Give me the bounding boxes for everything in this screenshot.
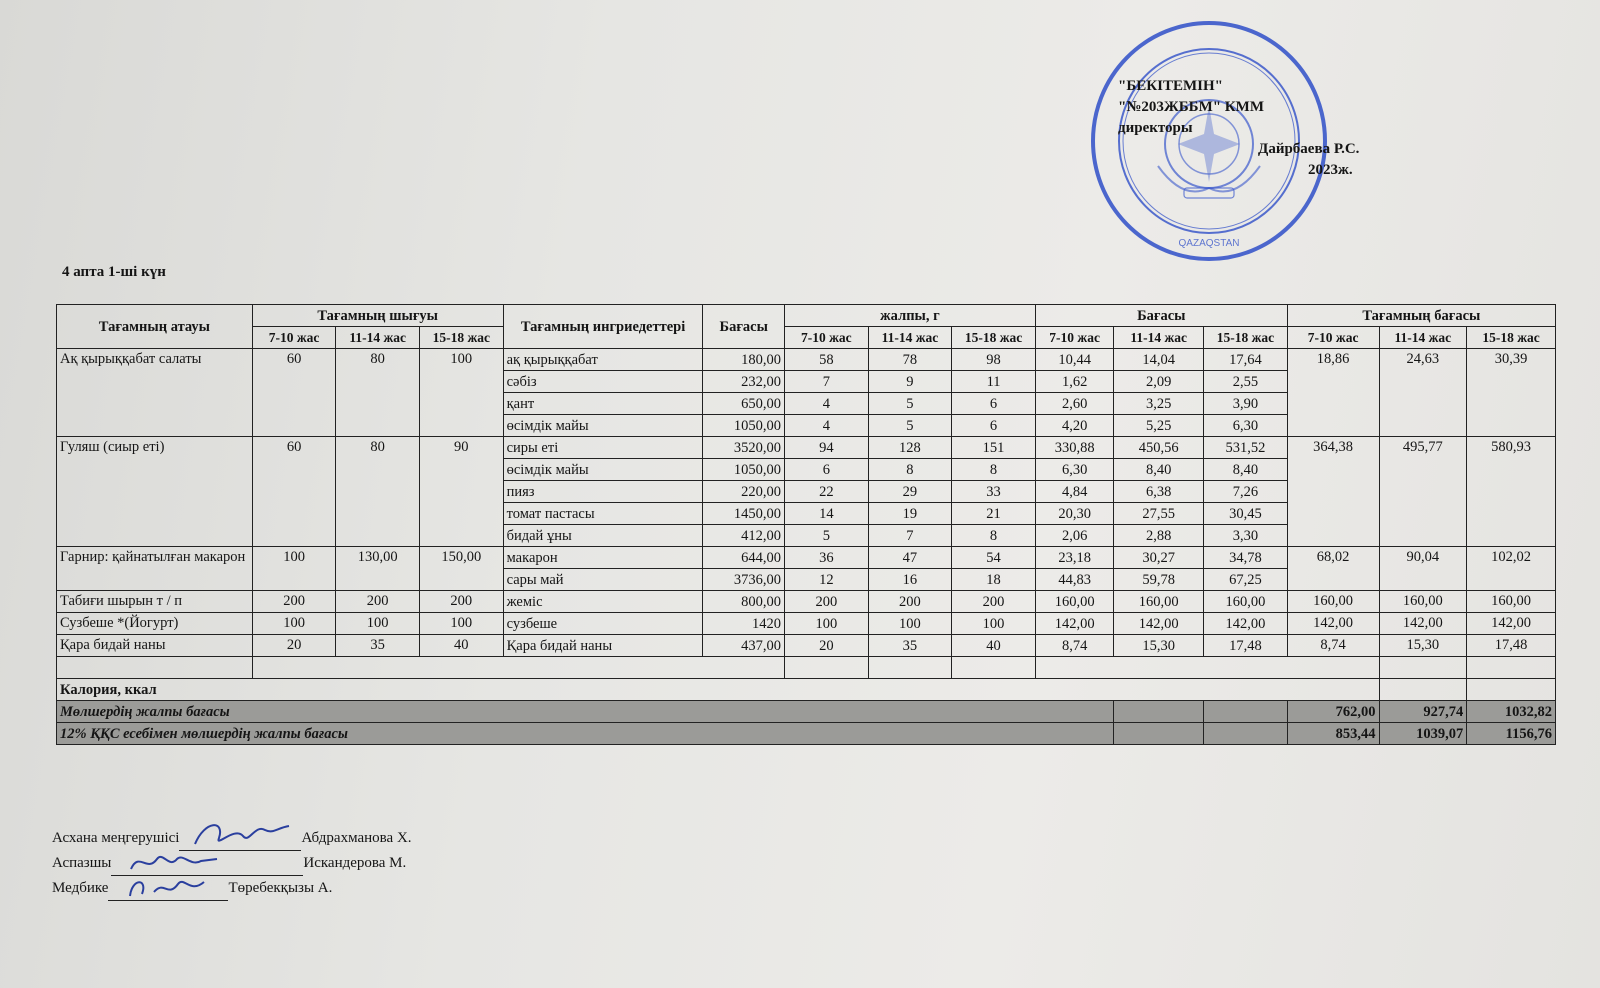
vat-value: 1039,07: [1379, 723, 1467, 745]
table-row: [57, 349, 1556, 371]
total-value: 1032,82: [1467, 701, 1556, 723]
dish-output: 40: [419, 635, 503, 657]
dish-output: 100: [419, 613, 503, 635]
vat-label: 12% ҚҚС есебімен мөлшердің жалпы бағасы: [57, 723, 1114, 745]
dish-output: 60: [252, 349, 336, 437]
signature-person: Абдрахманова Х.: [301, 830, 412, 846]
dish-name: Қара бидай наны: [57, 635, 253, 657]
ingredient-price: 180,00: [703, 349, 785, 371]
ingredient-name: жеміс: [503, 591, 703, 613]
dish-total-cost: 90,04: [1379, 547, 1467, 591]
calorie-row: [57, 679, 1556, 701]
blank-cell: [1035, 657, 1379, 679]
ingredient-cost: 4,84: [1035, 481, 1114, 503]
dish-total-cost: 495,77: [1379, 437, 1467, 547]
ingredient-name: Қара бидай наны: [503, 635, 703, 657]
vat-value: 853,44: [1287, 723, 1379, 745]
ingredient-name: сәбіз: [503, 371, 703, 393]
dish-total-cost: 8,74: [1287, 635, 1379, 657]
ingredient-cost: 6,30: [1035, 459, 1114, 481]
ingredient-grams: 16: [868, 569, 952, 591]
ingredient-name: ақ қырыққабат: [503, 349, 703, 371]
ingredient-price: 232,00: [703, 371, 785, 393]
ingredient-grams: 100: [868, 613, 952, 635]
ingredient-grams: 18: [952, 569, 1036, 591]
ingredient-cost: 27,55: [1114, 503, 1204, 525]
ingredient-price: 3520,00: [703, 437, 785, 459]
ingredient-cost: 7,26: [1204, 481, 1288, 503]
ingredient-cost: 67,25: [1204, 569, 1288, 591]
dish-output: 60: [252, 437, 336, 547]
dish-name: Гуляш (сиыр еті): [57, 437, 253, 547]
total-label: Мөлшердің жалпы бағасы: [57, 701, 1114, 723]
ingredient-cost: 4,20: [1035, 415, 1114, 437]
ingredient-cost: 450,56: [1114, 437, 1204, 459]
ingredient-grams: 9: [868, 371, 952, 393]
table-row: [57, 437, 1556, 459]
dish-output: 100: [252, 613, 336, 635]
ingredient-grams: 5: [785, 525, 869, 547]
header-output: Тағамның шығуы: [252, 305, 503, 327]
ingredient-grams: 40: [952, 635, 1036, 657]
ingredient-name: сиры еті: [503, 437, 703, 459]
ingredient-grams: 6: [952, 415, 1036, 437]
dish-total-cost: 160,00: [1287, 591, 1379, 613]
dish-output: 100: [419, 349, 503, 437]
table-row: [57, 547, 1556, 569]
ingredient-price: 1420: [703, 613, 785, 635]
ingredient-grams: 5: [868, 415, 952, 437]
ingredient-name: сузбеше: [503, 613, 703, 635]
ingredient-grams: 21: [952, 503, 1036, 525]
calorie-cell: [1467, 679, 1556, 701]
ingredient-grams: 29: [868, 481, 952, 503]
day-title: 4 апта 1-ші күн: [62, 264, 166, 280]
ingredient-cost: 30,45: [1204, 503, 1288, 525]
ingredient-cost: 15,30: [1114, 635, 1204, 657]
dish-output: 80: [336, 437, 420, 547]
ingredient-cost: 8,74: [1035, 635, 1114, 657]
age-header: 7-10 жас: [785, 327, 869, 349]
ingredient-cost: 142,00: [1204, 613, 1288, 635]
ingredient-cost: 2,09: [1114, 371, 1204, 393]
ingredient-cost: 20,30: [1035, 503, 1114, 525]
age-header: 15-18 жас: [419, 327, 503, 349]
dish-output: 20: [252, 635, 336, 657]
vat-cell: [1114, 723, 1204, 745]
ingredient-cost: 160,00: [1204, 591, 1288, 613]
ingredient-price: 650,00: [703, 393, 785, 415]
dish-total-cost: 142,00: [1467, 613, 1556, 635]
ingredient-grams: 22: [785, 481, 869, 503]
dish-output: 200: [336, 591, 420, 613]
ingredient-grams: 47: [868, 547, 952, 569]
signature-role: Медбике: [52, 880, 109, 896]
header-dish-cost: Тағамның бағасы: [1287, 305, 1555, 327]
dish-output: 100: [336, 613, 420, 635]
ingredient-name: томат пастасы: [503, 503, 703, 525]
ingredient-price: 220,00: [703, 481, 785, 503]
dish-total-cost: 142,00: [1379, 613, 1467, 635]
ingredient-grams: 128: [868, 437, 952, 459]
ingredient-grams: 35: [868, 635, 952, 657]
ingredient-name: макарон: [503, 547, 703, 569]
dish-name: Сузбеше *(Йогурт): [57, 613, 253, 635]
ingredient-cost: 23,18: [1035, 547, 1114, 569]
age-header: 11-14 жас: [1114, 327, 1204, 349]
dish-output: 80: [336, 349, 420, 437]
ingredient-cost: 17,48: [1204, 635, 1288, 657]
ingredient-cost: 59,78: [1114, 569, 1204, 591]
header-price: Бағасы: [703, 305, 785, 349]
dish-total-cost: 17,48: [1467, 635, 1556, 657]
ingredient-cost: 30,27: [1114, 547, 1204, 569]
menu-table: [56, 304, 1556, 745]
blank-cell: [1379, 657, 1467, 679]
blank-cell: [252, 657, 784, 679]
blank-cell: [57, 657, 253, 679]
ingredient-grams: 4: [785, 415, 869, 437]
dish-output: 130,00: [336, 547, 420, 591]
ingredient-cost: 8,40: [1204, 459, 1288, 481]
ingredient-cost: 14,04: [1114, 349, 1204, 371]
dish-total-cost: 18,86: [1287, 349, 1379, 437]
approval-director: Дайрбаева Р.С.: [1258, 141, 1360, 157]
signature-line: [52, 876, 412, 901]
age-header: 7-10 жас: [1287, 327, 1379, 349]
vat-value: 1156,76: [1467, 723, 1556, 745]
ingredient-grams: 7: [868, 525, 952, 547]
ingredient-grams: 6: [952, 393, 1036, 415]
total-row: [57, 701, 1556, 723]
header-cost: Бағасы: [1035, 305, 1287, 327]
ingredient-price: 644,00: [703, 547, 785, 569]
ingredient-grams: 151: [952, 437, 1036, 459]
blank-cell: [868, 657, 952, 679]
ingredient-grams: 94: [785, 437, 869, 459]
age-header: 7-10 жас: [252, 327, 336, 349]
ingredient-grams: 54: [952, 547, 1036, 569]
dish-total-cost: 580,93: [1467, 437, 1556, 547]
ingredient-cost: 160,00: [1114, 591, 1204, 613]
dish-total-cost: 15,30: [1379, 635, 1467, 657]
ingredient-cost: 6,30: [1204, 415, 1288, 437]
age-header: 11-14 жас: [1379, 327, 1467, 349]
dish-name: Ақ қырыққабат салаты: [57, 349, 253, 437]
ingredient-grams: 11: [952, 371, 1036, 393]
blank-cell: [785, 657, 869, 679]
dish-total-cost: 160,00: [1467, 591, 1556, 613]
age-header: 11-14 жас: [868, 327, 952, 349]
signature-blank: [108, 882, 228, 901]
approval-date: 2023ж.: [1308, 162, 1353, 178]
total-cell: [1204, 701, 1288, 723]
ingredient-price: 1050,00: [703, 415, 785, 437]
ingredient-grams: 5: [868, 393, 952, 415]
dish-total-cost: 24,63: [1379, 349, 1467, 437]
ingredient-name: бидай ұны: [503, 525, 703, 547]
signatures-block: [52, 826, 412, 901]
dish-output: 100: [252, 547, 336, 591]
ingredient-grams: 14: [785, 503, 869, 525]
ingredient-name: пияз: [503, 481, 703, 503]
ingredient-grams: 200: [785, 591, 869, 613]
dish-total-cost: 142,00: [1287, 613, 1379, 635]
age-header: 11-14 жас: [336, 327, 420, 349]
stamp-bottom-text: QAZAQSTAN: [1178, 238, 1240, 249]
dish-name: Гарнир: қайнатылған макарон: [57, 547, 253, 591]
signature-role: Асхана меңгерушісі: [52, 830, 180, 846]
blank-row: [57, 657, 1556, 679]
ingredient-grams: 98: [952, 349, 1036, 371]
ingredient-price: 800,00: [703, 591, 785, 613]
signature-person: Искандерова М.: [303, 855, 407, 871]
dish-output: 150,00: [419, 547, 503, 591]
header-ingredients: Тағамның ингриедеттері: [503, 305, 703, 349]
calorie-label: Калория, ккал: [57, 679, 1380, 701]
ingredient-grams: 8: [952, 459, 1036, 481]
ingredient-price: 1450,00: [703, 503, 785, 525]
ingredient-cost: 2,06: [1035, 525, 1114, 547]
signature-person: Төребекқызы А.: [228, 880, 333, 896]
ingredient-cost: 5,25: [1114, 415, 1204, 437]
signature-role: Аспазшы: [52, 855, 112, 871]
dish-output: 200: [419, 591, 503, 613]
ingredient-cost: 44,83: [1035, 569, 1114, 591]
ingredient-cost: 1,62: [1035, 371, 1114, 393]
total-cell: [1114, 701, 1204, 723]
ingredient-cost: 142,00: [1035, 613, 1114, 635]
ingredient-grams: 58: [785, 349, 869, 371]
ingredient-grams: 4: [785, 393, 869, 415]
signature-line: [52, 851, 412, 876]
ingredient-cost: 10,44: [1035, 349, 1114, 371]
ingredient-cost: 6,38: [1114, 481, 1204, 503]
ingredient-grams: 100: [952, 613, 1036, 635]
ingredient-grams: 100: [785, 613, 869, 635]
menu-body: [57, 349, 1556, 657]
ingredient-cost: 8,40: [1114, 459, 1204, 481]
ingredient-grams: 8: [868, 459, 952, 481]
ingredient-grams: 200: [952, 591, 1036, 613]
approval-position: директоры: [1118, 120, 1193, 136]
ingredient-cost: 330,88: [1035, 437, 1114, 459]
ingredient-grams: 20: [785, 635, 869, 657]
dish-output: 35: [336, 635, 420, 657]
ingredient-name: сары май: [503, 569, 703, 591]
ingredient-grams: 19: [868, 503, 952, 525]
header-gross: жалпы, г: [785, 305, 1036, 327]
total-value: 927,74: [1379, 701, 1467, 723]
ingredient-grams: 12: [785, 569, 869, 591]
ingredient-name: өсімдік майы: [503, 459, 703, 481]
age-header: 15-18 жас: [1467, 327, 1556, 349]
ingredient-grams: 33: [952, 481, 1036, 503]
ingredient-cost: 160,00: [1035, 591, 1114, 613]
age-header: 15-18 жас: [1204, 327, 1288, 349]
ingredient-grams: 6: [785, 459, 869, 481]
calorie-cell: [1379, 679, 1467, 701]
dish-total-cost: 102,02: [1467, 547, 1556, 591]
ingredient-grams: 7: [785, 371, 869, 393]
ingredient-price: 3736,00: [703, 569, 785, 591]
vat-row: [57, 723, 1556, 745]
age-header: 7-10 жас: [1035, 327, 1114, 349]
ingredient-cost: 34,78: [1204, 547, 1288, 569]
dish-total-cost: 68,02: [1287, 547, 1379, 591]
ingredient-cost: 531,52: [1204, 437, 1288, 459]
blank-cell: [952, 657, 1036, 679]
dish-name: Табиғи шырын т / п: [57, 591, 253, 613]
table-row: [57, 591, 1556, 613]
ingredient-cost: 2,55: [1204, 371, 1288, 393]
dish-output: 200: [252, 591, 336, 613]
ingredient-cost: 2,60: [1035, 393, 1114, 415]
ingredient-grams: 36: [785, 547, 869, 569]
handwritten-signature: [114, 872, 224, 902]
dish-total-cost: 364,38: [1287, 437, 1379, 547]
ingredient-cost: 3,25: [1114, 393, 1204, 415]
table-row: [57, 635, 1556, 657]
dish-total-cost: 160,00: [1379, 591, 1467, 613]
ingredient-grams: 78: [868, 349, 952, 371]
ingredient-name: қант: [503, 393, 703, 415]
ingredient-grams: 8: [952, 525, 1036, 547]
approval-title: "БЕКІТЕМІН": [1118, 78, 1223, 94]
ingredient-cost: 3,30: [1204, 525, 1288, 547]
dish-output: 90: [419, 437, 503, 547]
ingredient-cost: 3,90: [1204, 393, 1288, 415]
ingredient-price: 1050,00: [703, 459, 785, 481]
ingredient-grams: 200: [868, 591, 952, 613]
ingredient-cost: 142,00: [1114, 613, 1204, 635]
table-row: [57, 613, 1556, 635]
vat-cell: [1204, 723, 1288, 745]
ingredient-price: 412,00: [703, 525, 785, 547]
dish-total-cost: 30,39: [1467, 349, 1556, 437]
approval-school: "№203ЖББМ" КММ: [1118, 99, 1264, 115]
header-name: Тағамның атауы: [57, 305, 253, 349]
ingredient-cost: 17,64: [1204, 349, 1288, 371]
signature-line: [52, 826, 412, 851]
approval-block: [1118, 76, 1408, 181]
total-value: 762,00: [1287, 701, 1379, 723]
age-header: 15-18 жас: [952, 327, 1036, 349]
ingredient-price: 437,00: [703, 635, 785, 657]
ingredient-name: өсімдік майы: [503, 415, 703, 437]
blank-cell: [1467, 657, 1556, 679]
ingredient-cost: 2,88: [1114, 525, 1204, 547]
